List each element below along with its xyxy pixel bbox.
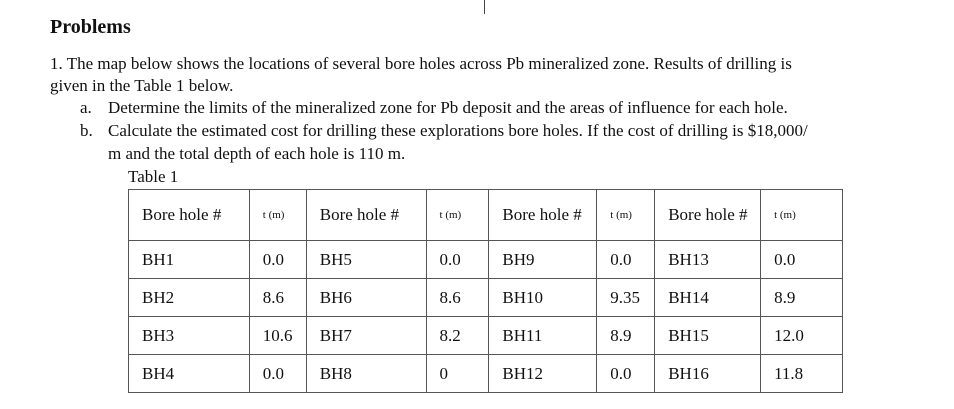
table-cell: 0.0 xyxy=(597,241,655,279)
table-cell: 0.0 xyxy=(597,355,655,393)
table-cell: 0.0 xyxy=(426,241,489,279)
table-row xyxy=(129,279,843,317)
table-cell: BH7 xyxy=(306,317,426,355)
table-row xyxy=(129,317,843,355)
problem-item-b xyxy=(80,120,808,142)
cursor-tick xyxy=(484,0,485,14)
problem-1-line-1 xyxy=(50,53,792,75)
table-cell: 0.0 xyxy=(249,355,306,393)
header-thickness: t (m) xyxy=(761,190,843,241)
header-thickness: t (m) xyxy=(597,190,655,241)
table-cell: BH5 xyxy=(306,241,426,279)
table-cell: BH12 xyxy=(489,355,597,393)
table-cell: BH15 xyxy=(655,317,761,355)
table-cell: BH9 xyxy=(489,241,597,279)
table-row xyxy=(129,355,843,393)
bore-hole-table xyxy=(128,189,843,393)
table-cell: 8.9 xyxy=(597,317,655,355)
table-row xyxy=(129,241,843,279)
item-b-text-line-2: m and the total depth of each hole is 110 m. xyxy=(108,144,406,163)
item-b-marker: b. xyxy=(80,121,93,140)
header-bore-hole: Bore hole # xyxy=(655,190,761,241)
table-cell: BH14 xyxy=(655,279,761,317)
problem-text-line-1: The map below shows the locations of several bore holes across Pb mineralized zone. Results of drilling is xyxy=(66,54,792,73)
item-a-marker: a. xyxy=(80,98,92,117)
table-header-row xyxy=(129,190,843,241)
table-caption: Table 1 xyxy=(128,167,179,186)
header-bore-hole: Bore hole # xyxy=(129,190,250,241)
header-bore-hole: Bore hole # xyxy=(306,190,426,241)
table-cell: BH13 xyxy=(655,241,761,279)
table-cell: 0.0 xyxy=(761,241,843,279)
table-cell: 8.9 xyxy=(761,279,843,317)
table-cell: BH11 xyxy=(489,317,597,355)
header-thickness: t (m) xyxy=(249,190,306,241)
problem-number: 1. xyxy=(50,54,63,73)
page-heading: Problems xyxy=(50,16,131,38)
item-a-text: Determine the limits of the mineralized zone for Pb deposit and the areas of influence for each hole. xyxy=(108,98,788,117)
item-b-text-line-1: Calculate the estimated cost for drilling these explorations bore holes. If the cost of drilling is $18,000/ xyxy=(108,121,808,140)
table-cell: 9.35 xyxy=(597,279,655,317)
table-cell: 10.6 xyxy=(249,317,306,355)
table-cell: 11.8 xyxy=(761,355,843,393)
table-cell: BH16 xyxy=(655,355,761,393)
problem-1-line-2: given in the Table 1 below. xyxy=(50,76,234,95)
table-cell: BH3 xyxy=(129,317,250,355)
table-cell: BH6 xyxy=(306,279,426,317)
problem-item-a xyxy=(80,97,788,119)
table-cell: 8.6 xyxy=(249,279,306,317)
table-cell: 8.2 xyxy=(426,317,489,355)
table-cell: 0 xyxy=(426,355,489,393)
table-cell: 8.6 xyxy=(426,279,489,317)
table-cell: 12.0 xyxy=(761,317,843,355)
table-cell: 0.0 xyxy=(249,241,306,279)
header-thickness: t (m) xyxy=(426,190,489,241)
table-cell: BH8 xyxy=(306,355,426,393)
header-bore-hole: Bore hole # xyxy=(489,190,597,241)
table-cell: BH1 xyxy=(129,241,250,279)
table-cell: BH4 xyxy=(129,355,250,393)
table-cell: BH10 xyxy=(489,279,597,317)
table-cell: BH2 xyxy=(129,279,250,317)
